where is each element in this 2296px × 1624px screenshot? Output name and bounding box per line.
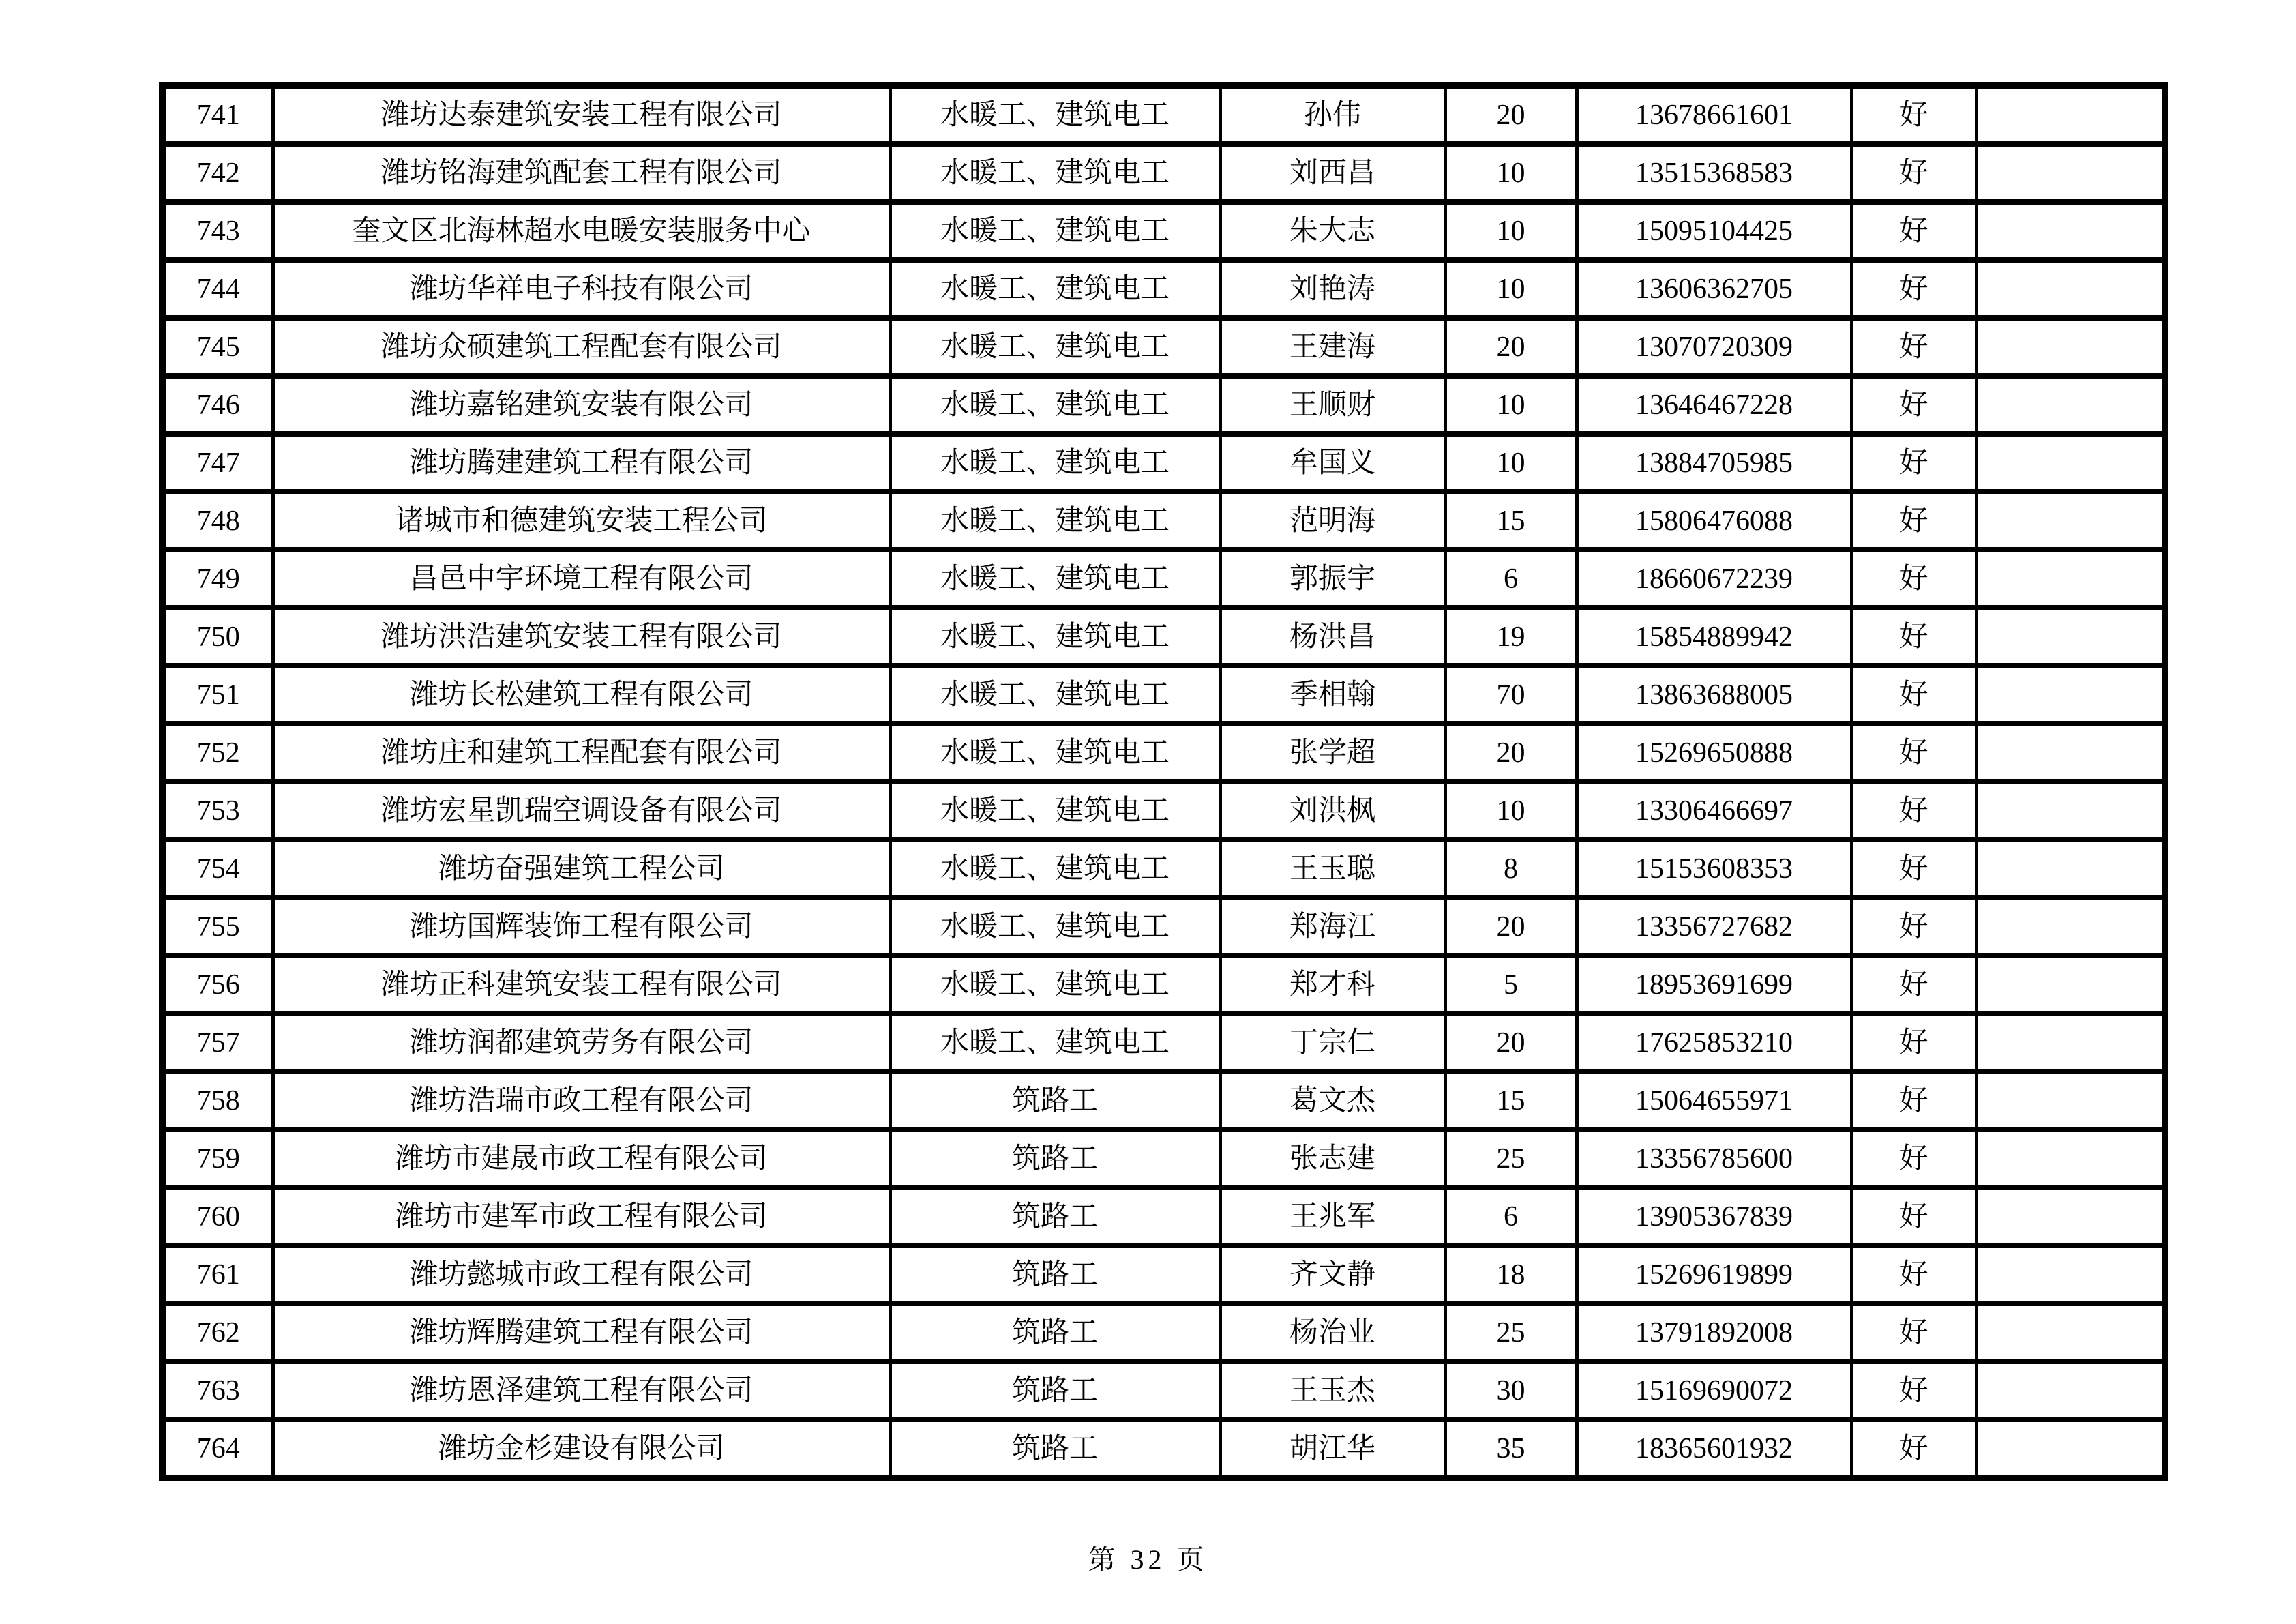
cell-no: 762 <box>162 1303 273 1361</box>
cell-trade: 筑路工 <box>890 1130 1220 1187</box>
table-row <box>162 434 2165 492</box>
cell-no: 760 <box>162 1187 273 1245</box>
cell-company: 潍坊宏星凯瑞空调设备有限公司 <box>273 782 890 840</box>
cell-count: 10 <box>1445 202 1577 260</box>
cell-company: 潍坊众硕建筑工程配套有限公司 <box>273 318 890 376</box>
cell-company: 潍坊国辉装饰工程有限公司 <box>273 898 890 956</box>
cell-person: 郭振宇 <box>1220 550 1445 608</box>
cell-person: 杨治业 <box>1220 1303 1445 1361</box>
cell-trade: 水暖工、建筑电工 <box>890 202 1220 260</box>
cell-remark <box>1976 144 2165 202</box>
cell-rating: 好 <box>1851 1245 1976 1303</box>
cell-rating: 好 <box>1851 1072 1976 1130</box>
cell-phone: 15095104425 <box>1577 202 1851 260</box>
cell-remark <box>1976 202 2165 260</box>
table-row <box>162 1303 2165 1361</box>
cell-company: 潍坊华祥电子科技有限公司 <box>273 260 890 318</box>
table-row <box>162 492 2165 550</box>
cell-rating: 好 <box>1851 318 1976 376</box>
cell-phone: 15269619899 <box>1577 1245 1851 1303</box>
cell-count: 18 <box>1445 1245 1577 1303</box>
cell-remark <box>1976 550 2165 608</box>
cell-count: 25 <box>1445 1303 1577 1361</box>
cell-rating: 好 <box>1851 202 1976 260</box>
cell-rating: 好 <box>1851 782 1976 840</box>
cell-trade: 筑路工 <box>890 1187 1220 1245</box>
cell-phone: 13070720309 <box>1577 318 1851 376</box>
cell-company: 潍坊懿城市政工程有限公司 <box>273 1245 890 1303</box>
cell-phone: 13356785600 <box>1577 1130 1851 1187</box>
cell-rating: 好 <box>1851 898 1976 956</box>
cell-no: 752 <box>162 724 273 782</box>
cell-no: 746 <box>162 376 273 434</box>
cell-rating: 好 <box>1851 1130 1976 1187</box>
cell-person: 范明海 <box>1220 492 1445 550</box>
cell-remark <box>1976 840 2165 898</box>
cell-trade: 筑路工 <box>890 1419 1220 1478</box>
cell-phone: 13356727682 <box>1577 898 1851 956</box>
table-row <box>162 260 2165 318</box>
cell-trade: 水暖工、建筑电工 <box>890 550 1220 608</box>
cell-remark <box>1976 434 2165 492</box>
table-row <box>162 1245 2165 1303</box>
cell-trade: 水暖工、建筑电工 <box>890 898 1220 956</box>
cell-phone: 15169690072 <box>1577 1361 1851 1419</box>
cell-company: 潍坊腾建建筑工程有限公司 <box>273 434 890 492</box>
cell-company: 潍坊辉腾建筑工程有限公司 <box>273 1303 890 1361</box>
cell-count: 20 <box>1445 724 1577 782</box>
cell-company: 潍坊庄和建筑工程配套有限公司 <box>273 724 890 782</box>
cell-person: 王玉聪 <box>1220 840 1445 898</box>
cell-person: 季相翰 <box>1220 666 1445 724</box>
cell-person: 郑才科 <box>1220 956 1445 1014</box>
cell-company: 潍坊达泰建筑安装工程有限公司 <box>273 85 890 144</box>
cell-no: 743 <box>162 202 273 260</box>
cell-remark <box>1976 1072 2165 1130</box>
page-number-footer: 第 32 页 <box>1088 1544 1208 1575</box>
cell-phone: 13646467228 <box>1577 376 1851 434</box>
cell-count: 8 <box>1445 840 1577 898</box>
cell-person: 王建海 <box>1220 318 1445 376</box>
cell-company: 潍坊市建晟市政工程有限公司 <box>273 1130 890 1187</box>
cell-person: 齐文静 <box>1220 1245 1445 1303</box>
cell-count: 10 <box>1445 260 1577 318</box>
cell-count: 19 <box>1445 608 1577 666</box>
cell-company: 潍坊长松建筑工程有限公司 <box>273 666 890 724</box>
cell-no: 750 <box>162 608 273 666</box>
cell-count: 15 <box>1445 1072 1577 1130</box>
cell-trade: 水暖工、建筑电工 <box>890 85 1220 144</box>
cell-phone: 18660672239 <box>1577 550 1851 608</box>
cell-phone: 13905367839 <box>1577 1187 1851 1245</box>
cell-no: 747 <box>162 434 273 492</box>
cell-no: 764 <box>162 1419 273 1478</box>
cell-company: 潍坊恩泽建筑工程有限公司 <box>273 1361 890 1419</box>
cell-person: 张志建 <box>1220 1130 1445 1187</box>
cell-company: 潍坊金杉建设有限公司 <box>273 1419 890 1478</box>
cell-trade: 水暖工、建筑电工 <box>890 782 1220 840</box>
cell-rating: 好 <box>1851 1014 1976 1072</box>
cell-trade: 水暖工、建筑电工 <box>890 376 1220 434</box>
cell-company: 昌邑中宇环境工程有限公司 <box>273 550 890 608</box>
cell-no: 741 <box>162 85 273 144</box>
cell-phone: 15854889942 <box>1577 608 1851 666</box>
table-row <box>162 1419 2165 1478</box>
cell-rating: 好 <box>1851 608 1976 666</box>
table-row <box>162 550 2165 608</box>
cell-phone: 13884705985 <box>1577 434 1851 492</box>
cell-phone: 13306466697 <box>1577 782 1851 840</box>
cell-rating: 好 <box>1851 840 1976 898</box>
cell-rating: 好 <box>1851 1419 1976 1478</box>
cell-rating: 好 <box>1851 724 1976 782</box>
cell-person: 朱大志 <box>1220 202 1445 260</box>
cell-company: 潍坊铭海建筑配套工程有限公司 <box>273 144 890 202</box>
table-row <box>162 202 2165 260</box>
cell-no: 756 <box>162 956 273 1014</box>
cell-trade: 筑路工 <box>890 1072 1220 1130</box>
table-row <box>162 1014 2165 1072</box>
cell-count: 10 <box>1445 144 1577 202</box>
cell-person: 杨洪昌 <box>1220 608 1445 666</box>
cell-remark <box>1976 1245 2165 1303</box>
cell-person: 张学超 <box>1220 724 1445 782</box>
cell-trade: 筑路工 <box>890 1245 1220 1303</box>
cell-rating: 好 <box>1851 260 1976 318</box>
cell-person: 牟国义 <box>1220 434 1445 492</box>
table-row <box>162 376 2165 434</box>
cell-remark <box>1976 1187 2165 1245</box>
cell-company: 潍坊正科建筑安装工程有限公司 <box>273 956 890 1014</box>
cell-count: 70 <box>1445 666 1577 724</box>
cell-count: 20 <box>1445 318 1577 376</box>
cell-trade: 水暖工、建筑电工 <box>890 318 1220 376</box>
table-row <box>162 956 2165 1014</box>
table-row <box>162 724 2165 782</box>
company-roster-table <box>159 82 2168 1481</box>
cell-person: 王兆军 <box>1220 1187 1445 1245</box>
cell-company: 潍坊润都建筑劳务有限公司 <box>273 1014 890 1072</box>
cell-remark <box>1976 1014 2165 1072</box>
cell-count: 6 <box>1445 1187 1577 1245</box>
cell-remark <box>1976 492 2165 550</box>
cell-person: 刘洪枫 <box>1220 782 1445 840</box>
cell-rating: 好 <box>1851 434 1976 492</box>
cell-trade: 水暖工、建筑电工 <box>890 666 1220 724</box>
cell-no: 751 <box>162 666 273 724</box>
cell-trade: 水暖工、建筑电工 <box>890 608 1220 666</box>
cell-count: 6 <box>1445 550 1577 608</box>
cell-no: 749 <box>162 550 273 608</box>
cell-remark <box>1976 318 2165 376</box>
cell-remark <box>1976 898 2165 956</box>
cell-remark <box>1976 1130 2165 1187</box>
cell-no: 748 <box>162 492 273 550</box>
table-row <box>162 1072 2165 1130</box>
cell-phone: 15806476088 <box>1577 492 1851 550</box>
cell-remark <box>1976 608 2165 666</box>
cell-count: 10 <box>1445 434 1577 492</box>
cell-remark <box>1976 1419 2165 1478</box>
cell-trade: 水暖工、建筑电工 <box>890 724 1220 782</box>
cell-no: 742 <box>162 144 273 202</box>
cell-count: 20 <box>1445 898 1577 956</box>
cell-person: 王玉杰 <box>1220 1361 1445 1419</box>
cell-company: 潍坊嘉铭建筑安装有限公司 <box>273 376 890 434</box>
cell-count: 5 <box>1445 956 1577 1014</box>
cell-rating: 好 <box>1851 376 1976 434</box>
cell-rating: 好 <box>1851 144 1976 202</box>
cell-no: 755 <box>162 898 273 956</box>
table-row <box>162 144 2165 202</box>
cell-rating: 好 <box>1851 1303 1976 1361</box>
cell-no: 759 <box>162 1130 273 1187</box>
cell-rating: 好 <box>1851 492 1976 550</box>
cell-count: 30 <box>1445 1361 1577 1419</box>
cell-trade: 水暖工、建筑电工 <box>890 434 1220 492</box>
cell-no: 757 <box>162 1014 273 1072</box>
table-body <box>162 85 2165 1478</box>
cell-no: 754 <box>162 840 273 898</box>
cell-phone: 13515368583 <box>1577 144 1851 202</box>
cell-person: 刘艳涛 <box>1220 260 1445 318</box>
table-row <box>162 608 2165 666</box>
cell-phone: 13678661601 <box>1577 85 1851 144</box>
cell-no: 758 <box>162 1072 273 1130</box>
table-row <box>162 318 2165 376</box>
cell-company: 潍坊市建军市政工程有限公司 <box>273 1187 890 1245</box>
cell-rating: 好 <box>1851 85 1976 144</box>
cell-phone: 17625853210 <box>1577 1014 1851 1072</box>
cell-remark <box>1976 376 2165 434</box>
table-row <box>162 840 2165 898</box>
cell-person: 刘西昌 <box>1220 144 1445 202</box>
table-row <box>162 85 2165 144</box>
cell-trade: 水暖工、建筑电工 <box>890 1014 1220 1072</box>
cell-no: 761 <box>162 1245 273 1303</box>
cell-rating: 好 <box>1851 666 1976 724</box>
cell-count: 35 <box>1445 1419 1577 1478</box>
cell-person: 孙伟 <box>1220 85 1445 144</box>
cell-person: 丁宗仁 <box>1220 1014 1445 1072</box>
cell-person: 胡江华 <box>1220 1419 1445 1478</box>
cell-remark <box>1976 666 2165 724</box>
cell-phone: 13863688005 <box>1577 666 1851 724</box>
table-row <box>162 1361 2165 1419</box>
cell-phone: 15153608353 <box>1577 840 1851 898</box>
cell-company: 诸城市和德建筑安装工程公司 <box>273 492 890 550</box>
cell-remark <box>1976 724 2165 782</box>
cell-phone: 13791892008 <box>1577 1303 1851 1361</box>
cell-count: 20 <box>1445 85 1577 144</box>
cell-remark <box>1976 956 2165 1014</box>
cell-rating: 好 <box>1851 956 1976 1014</box>
cell-remark <box>1976 260 2165 318</box>
cell-phone: 13606362705 <box>1577 260 1851 318</box>
cell-rating: 好 <box>1851 550 1976 608</box>
cell-trade: 水暖工、建筑电工 <box>890 492 1220 550</box>
cell-trade: 水暖工、建筑电工 <box>890 260 1220 318</box>
cell-phone: 15064655971 <box>1577 1072 1851 1130</box>
table-row <box>162 1187 2165 1245</box>
cell-trade: 水暖工、建筑电工 <box>890 956 1220 1014</box>
cell-count: 25 <box>1445 1130 1577 1187</box>
cell-phone: 18953691699 <box>1577 956 1851 1014</box>
cell-count: 20 <box>1445 1014 1577 1072</box>
cell-rating: 好 <box>1851 1187 1976 1245</box>
table-row <box>162 666 2165 724</box>
cell-rating: 好 <box>1851 1361 1976 1419</box>
cell-company: 潍坊浩瑞市政工程有限公司 <box>273 1072 890 1130</box>
cell-no: 745 <box>162 318 273 376</box>
cell-phone: 18365601932 <box>1577 1419 1851 1478</box>
cell-trade: 水暖工、建筑电工 <box>890 144 1220 202</box>
cell-company: 潍坊奋强建筑工程公司 <box>273 840 890 898</box>
cell-company: 潍坊洪浩建筑安装工程有限公司 <box>273 608 890 666</box>
cell-count: 15 <box>1445 492 1577 550</box>
cell-person: 葛文杰 <box>1220 1072 1445 1130</box>
table-row <box>162 898 2165 956</box>
cell-no: 763 <box>162 1361 273 1419</box>
cell-count: 10 <box>1445 376 1577 434</box>
cell-company: 奎文区北海林超水电暖安装服务中心 <box>273 202 890 260</box>
cell-person: 郑海江 <box>1220 898 1445 956</box>
cell-remark <box>1976 782 2165 840</box>
cell-remark <box>1976 1303 2165 1361</box>
table-row <box>162 1130 2165 1187</box>
cell-trade: 水暖工、建筑电工 <box>890 840 1220 898</box>
table-row <box>162 782 2165 840</box>
cell-trade: 筑路工 <box>890 1303 1220 1361</box>
cell-no: 744 <box>162 260 273 318</box>
cell-remark <box>1976 1361 2165 1419</box>
cell-phone: 15269650888 <box>1577 724 1851 782</box>
cell-trade: 筑路工 <box>890 1361 1220 1419</box>
cell-person: 王顺财 <box>1220 376 1445 434</box>
cell-count: 10 <box>1445 782 1577 840</box>
cell-remark <box>1976 85 2165 144</box>
cell-no: 753 <box>162 782 273 840</box>
